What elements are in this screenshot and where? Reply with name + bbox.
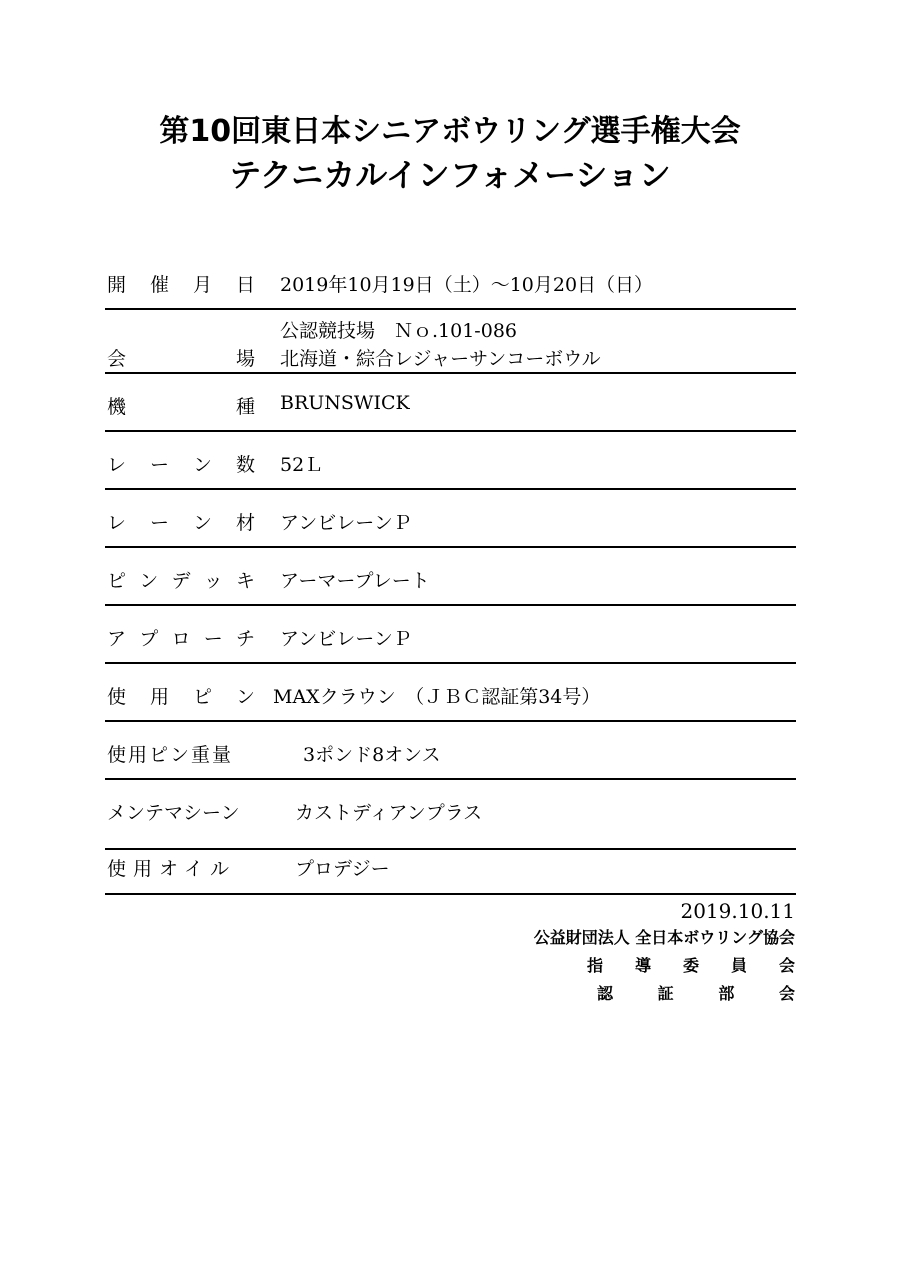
committee-char: 委 [682,956,699,975]
row-approach [105,606,796,664]
label-char: ア [107,628,127,650]
committee-char: 員 [730,956,747,975]
row-value-certified-lanes: 公認競技場 Ｎｏ.101‐086 [280,320,517,342]
row-label [107,508,255,535]
label-char: 催 [149,274,169,296]
row-pins [105,664,796,722]
label-char: 使 [107,686,127,708]
row-value: MAXクラウン （ＪＢＣ認証第34号） [273,686,601,708]
row-value: 2019年10月19日（土）～10月20日（日） [280,274,654,296]
row-label: 使用オイル [107,858,237,880]
division-name [597,980,795,1008]
row-venue [105,310,796,374]
committee-char: 導 [634,956,651,975]
label-char: 数 [235,454,255,476]
document-subtitle: テクニカルインフォメーション [229,156,671,194]
row-label [107,392,255,419]
label-char: 場 [235,348,255,370]
row-label [107,624,255,651]
row-value: アーマープレート [280,570,430,592]
label-char: ー [149,454,169,476]
label-char: ロ [171,628,191,650]
label-char: ン [139,570,159,592]
row-lane-material [105,490,796,548]
label-char: レ [107,512,127,534]
row-label: メンテマシーン [107,802,240,824]
row-pin-weight [105,722,796,780]
label-char: チ [235,628,255,650]
row-value: プロデジー [295,858,390,880]
info-table [105,250,796,895]
label-char: 機 [107,396,127,418]
label-char: キ [235,570,255,592]
row-lane-count [105,432,796,490]
organization-name: 公益財団法人 全日本ボウリング協会 [533,928,795,947]
division-char: 部 [718,984,735,1003]
label-char: ン [192,454,212,476]
label-char: ー [149,512,169,534]
issue-date: 2019.10.11 [680,899,795,923]
row-machine [105,374,796,432]
row-label [107,344,255,371]
label-char: 月 [192,274,212,296]
label-char: ン [192,512,212,534]
issuer-block [534,898,795,1008]
label-char: デ [171,570,191,592]
division-char: 認 [597,984,614,1003]
row-value-venue-name: 北海道・綜合レジャーサンコーボウル [280,348,601,370]
row-value: カストディアンプラス [295,802,483,824]
label-char: 会 [107,348,127,370]
label-char: 日 [235,274,255,296]
row-value: アンビレーンＰ [280,628,412,650]
row-value: BRUNSWICK [280,392,410,414]
label-char: ピ [107,570,127,592]
row-value: アンビレーンＰ [280,512,412,534]
label-char: 開 [107,274,127,296]
committee-char: 指 [587,956,604,975]
row-label [107,450,255,477]
label-char: 材 [235,512,255,534]
row-oil [105,850,796,895]
division-char: 会 [778,984,795,1003]
label-char: ッ [203,570,223,592]
committee-name [587,952,795,980]
label-char: プ [139,628,159,650]
row-label [107,566,255,593]
row-label [107,682,255,709]
label-char: 用 [149,686,169,708]
division-char: 証 [657,984,674,1003]
row-maintenance-machine [105,780,796,850]
label-char: 種 [235,396,255,418]
row-dates [105,250,796,310]
row-value: 3ポンド8オンス [303,744,441,766]
row-pin-deck [105,548,796,606]
label-char: ー [203,628,223,650]
label-char: ピ [192,686,212,708]
label-char: レ [107,454,127,476]
label-char: ン [235,686,255,708]
row-value: 52Ｌ [280,454,324,476]
row-label [107,270,255,297]
committee-char: 会 [778,956,795,975]
row-label: 使用ピン重量 [107,744,234,766]
document-title: 第10回東日本シニアボウリング選手権大会 [159,114,741,149]
